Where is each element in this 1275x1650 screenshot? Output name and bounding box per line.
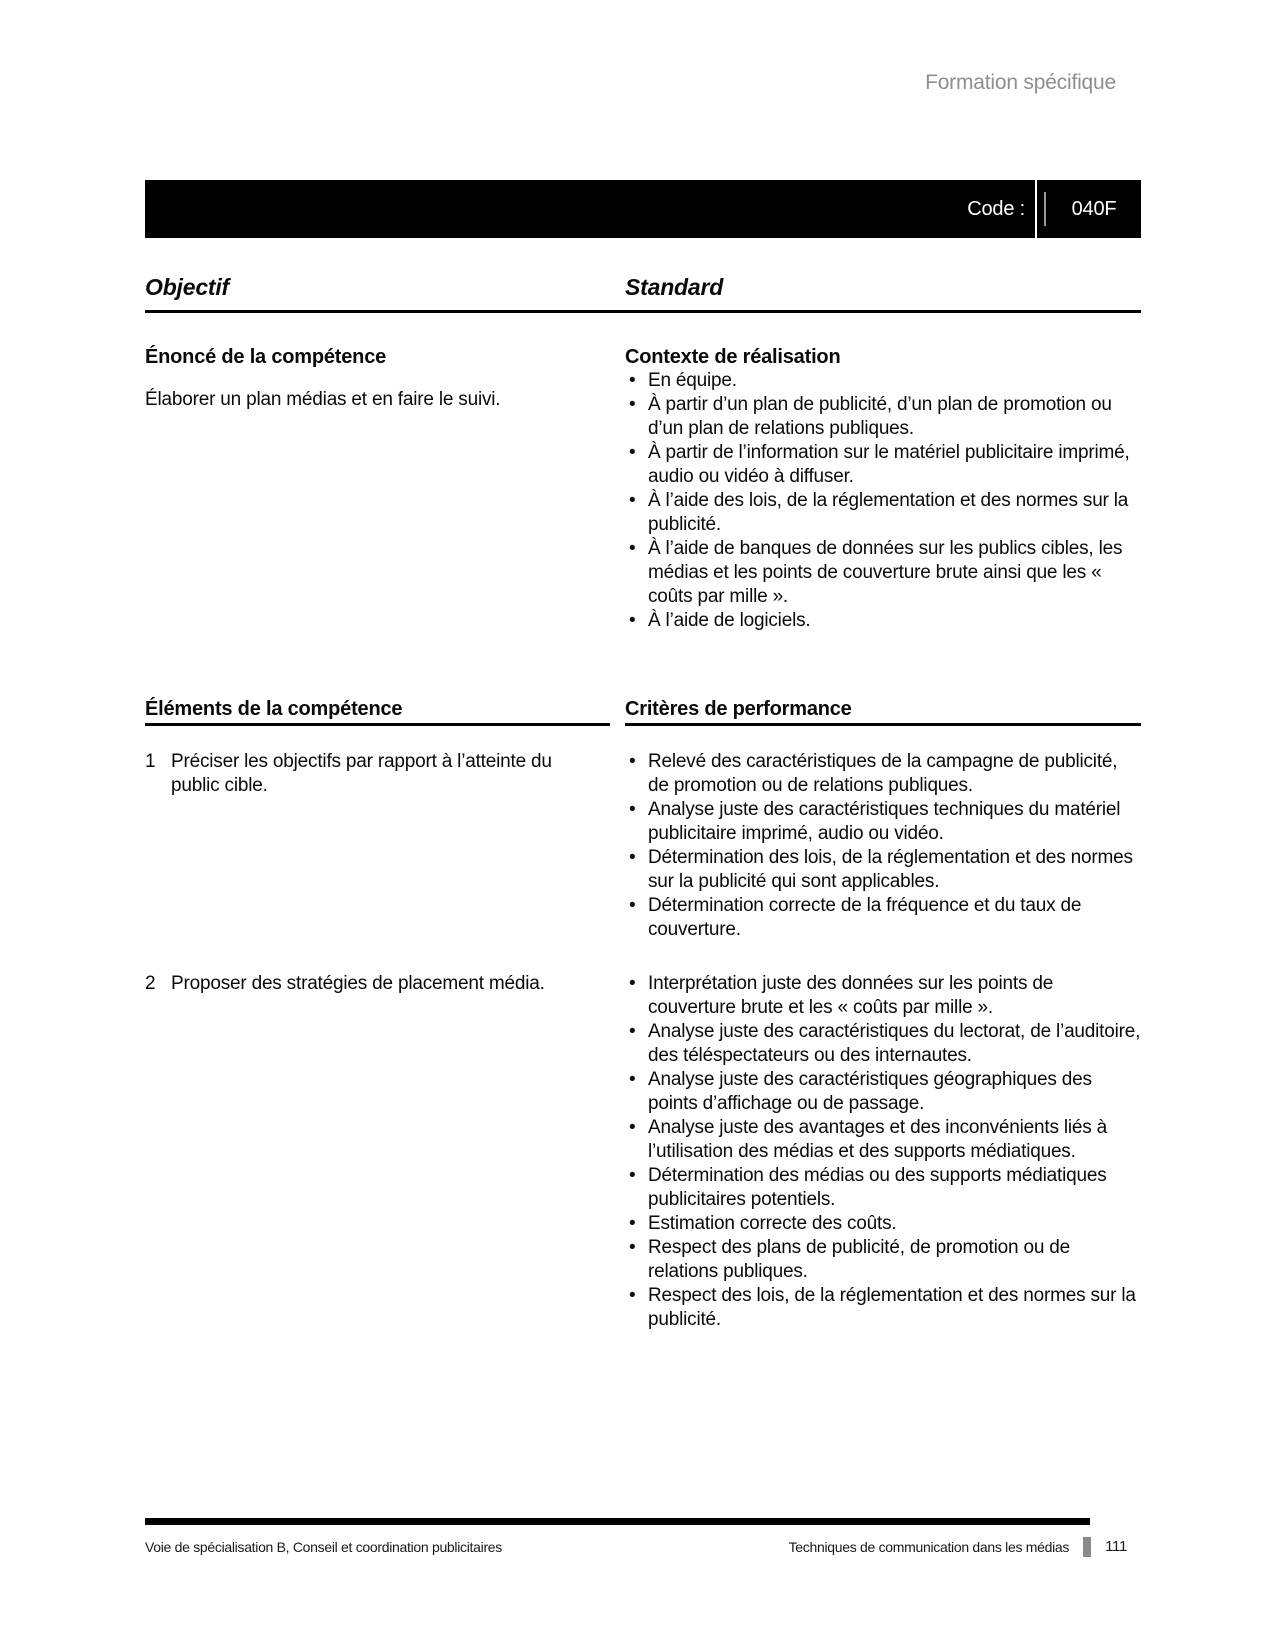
competence-item-2: [145, 972, 610, 1332]
criteria-item: • Analyse juste des avantages et des inconvénients liés à l’utilisation des médias et des supports médiatiques.: [625, 1116, 1141, 1164]
column-title-standard: Standard: [625, 274, 724, 300]
running-header: Formation spécifique: [925, 71, 1116, 94]
code-label: Code :: [967, 197, 1025, 220]
contexte-cell: [625, 345, 1141, 633]
criteria-item: • Analyse juste des caractéristiques géographiques des points d’affichage ou de passage.: [625, 1068, 1141, 1116]
criteria-item: • Respect des plans de publicité, de promotion ou de relations publiques.: [625, 1236, 1141, 1284]
footer-right-text: Techniques de communication dans les médias: [788, 1539, 1070, 1555]
footer-left-text: Voie de spécialisation B, Conseil et coordination publicitaires: [145, 1539, 502, 1555]
page-footer: [145, 1518, 1141, 1557]
criteria-list-2: [625, 972, 1141, 1332]
code-value-box: [1037, 180, 1141, 238]
code-bar: [145, 180, 1141, 238]
criteria-item: • Interprétation juste des données sur les points de couverture brute et les « coûts par mille ».: [625, 972, 1141, 1020]
column-titles-row: [145, 274, 1141, 313]
criteria-item: • Détermination correcte de la fréquence et du taux de couverture.: [625, 894, 1141, 942]
enonce-heading: Énoncé de la compétence: [145, 346, 387, 368]
criteria-item: • Analyse juste des caractéristiques du lectorat, de l’auditoire, des téléspectateurs ou des internautes.: [625, 1020, 1141, 1068]
competence-item-row-1: [145, 750, 1141, 942]
list-item: • En équipe.: [625, 369, 1141, 393]
list-item: • À l’aide des lois, de la réglementation et des normes sur la publicité.: [625, 489, 1141, 537]
competence-item-row-2: [145, 972, 1141, 1332]
section-elements-criteres-headers: [145, 697, 1141, 726]
footer-text-row: [145, 1537, 1141, 1557]
list-item: • À l’aide de banques de données sur les publics cibles, les médias et les points de couverture brute ainsi que les « coûts par mille ».: [625, 537, 1141, 609]
criteria-item: • Respect des lois, de la réglementation et des normes sur la publicité.: [625, 1284, 1141, 1332]
enonce-body: Élaborer un plan médias et en faire le suivi.: [145, 389, 501, 410]
criteria-list-1: [625, 750, 1141, 942]
page-content: [145, 0, 1141, 1332]
footer-rule: [145, 1518, 1090, 1525]
elements-heading: Éléments de la compétence: [145, 697, 610, 726]
footer-page-marker: [1083, 1537, 1091, 1557]
criteres-heading: Critères de performance: [625, 697, 1141, 726]
contexte-heading: Contexte de réalisation: [625, 346, 841, 368]
competence-item-1: [145, 750, 610, 942]
item-number: 1: [145, 751, 156, 772]
enonce-cell: [145, 345, 610, 633]
column-title-objectif: Objectif: [145, 274, 230, 300]
list-item: • À l’aide de logiciels.: [625, 609, 1141, 633]
item-text: Préciser les objectifs par rapport à l’atteinte du public cible.: [171, 751, 552, 796]
code-value: 040F: [1071, 197, 1117, 220]
code-bar-tick: [1044, 192, 1046, 226]
section-enonce-contexte: [145, 345, 1141, 633]
criteria-item: • Estimation correcte des coûts.: [625, 1212, 1141, 1236]
contexte-bullet-list: [625, 369, 1141, 633]
list-item: • À partir d’un plan de publicité, d’un plan de promotion ou d’un plan de relations publiques.: [625, 393, 1141, 441]
criteria-item: • Relevé des caractéristiques de la campagne de publicité, de promotion ou de relations publiques.: [625, 750, 1141, 798]
footer-right-group: [789, 1537, 1127, 1557]
criteria-item: • Analyse juste des caractéristiques techniques du matériel publicitaire imprimé, audio ou vidéo.: [625, 798, 1141, 846]
page-number: 111: [1105, 1538, 1127, 1555]
item-number: 2: [145, 973, 156, 994]
criteria-item: • Détermination des lois, de la réglementation et des normes sur la publicité qui sont applicables.: [625, 846, 1141, 894]
criteria-item: • Détermination des médias ou des supports médiatiques publicitaires potentiels.: [625, 1164, 1141, 1212]
item-text: Proposer des stratégies de placement média.: [171, 973, 545, 994]
list-item: • À partir de l’information sur le matériel publicitaire imprimé, audio ou vidéo à diffuser.: [625, 441, 1141, 489]
